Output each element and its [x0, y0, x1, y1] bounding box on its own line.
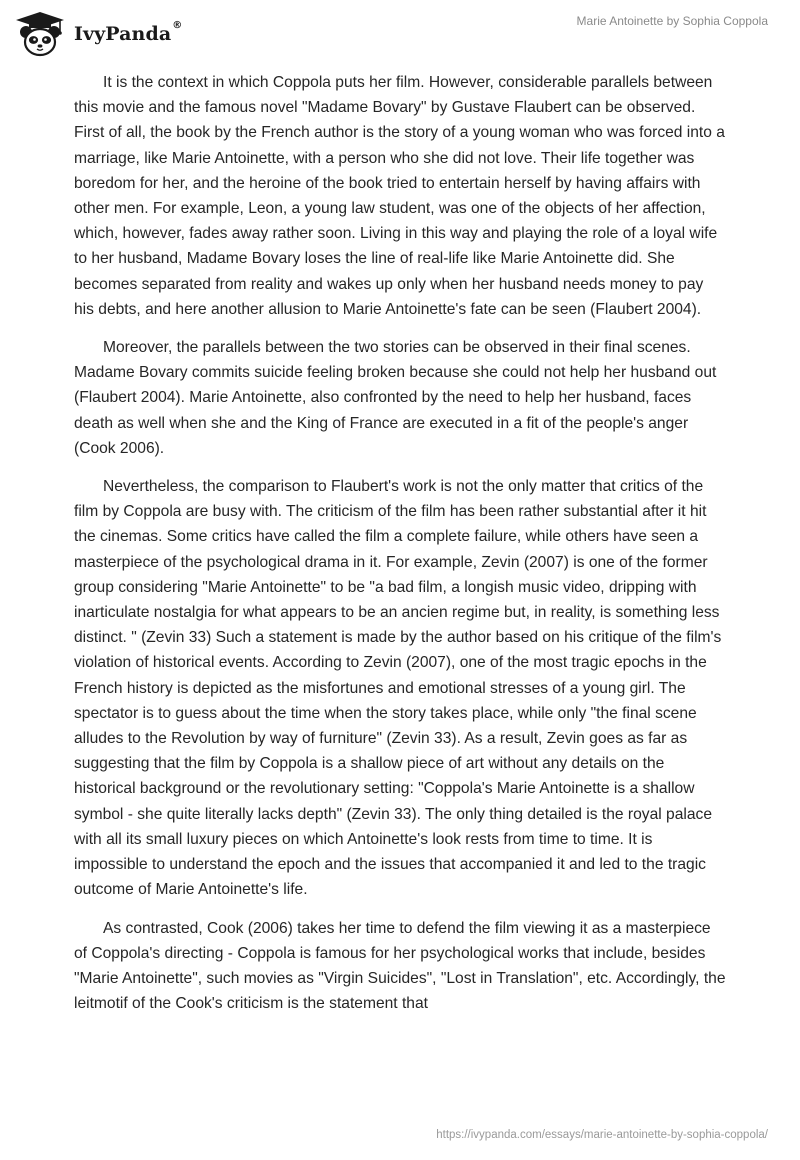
- registered-mark: ®: [172, 20, 183, 31]
- page-header: [0, 0, 800, 62]
- paragraph: Moreover, the parallels between the two stories can be observed in their final scenes. Madame Bovary commits suicide feeling broken because she could not help her husband out (Flaubert 2004). Marie Antoinette, also confronted by the need to help her husband, faces death as well when she and the King of France are executed in a fit of the people's anger (Cook 2006).: [74, 339, 717, 457]
- ivypanda-logo[interactable]: [12, 10, 182, 58]
- source-url[interactable]: https://ivypanda.com/essays/marie-antoinette-by-sophia-coppola/: [436, 1129, 768, 1141]
- brand-name: [74, 20, 183, 45]
- brand-name-text: IvyPanda: [74, 23, 172, 45]
- paragraph: Nevertheless, the comparison to Flaubert's work is not the only matter that critics of the film by Coppola are busy with. The criticism of the film has been rather substantial after it hit the cinemas. Some critics have called the film a complete failure, while others have seen a masterpiece of the psychological drama in it. For example, Zevin (2007) is one of the former group considering "Marie Antoinette" to be "a bad film, a longish music video, dripping with inarticulate nostalgia for what appears to be an ancien regime but, in reality, is something less distinct. " (Zevin 33) Such a statement is made by the author based on his critique of the film's violation of historical events. According to Zevin (2007), one of the most tragic epochs in the French history is depicted as the misfortunes and emotional stresses of a young girl. The spectator is to guess about the time when the story takes place, while only "the final scene alludes to the Revolution by way of furniture" (Zevin 33). As a result, Zevin goes as far as suggesting that the film by Coppola is a shallow piece of art without any details on the historical background or the revolutionary setting: "Coppola's Marie Antoinette is a shallow symbol - she quite literally lacks depth" (Zevin 33). The only thing detailed is the royal palace with all its small luxury pieces on which Antoinette's look rests from time to time. It is impossible to understand the epoch and the issues that accompanied it and led to the tragic outcome of Marie Antoinette's life.: [74, 478, 722, 899]
- paragraph: It is the context in which Coppola puts her film. However, considerable parallels between this movie and the famous novel "Madame Bovary" by Gustave Flaubert can be observed. First of all, the book by the French author is the story of a young woman who was forced into a marriage, like Marie Antoinette, with a person who she did not love. Their life together was boredom for her, and the heroine of the book tried to entertain herself by having affairs with other men. For example, Leon, a young law student, was one of the objects of her affection, which, however, fades away rather soon. Living in this way and playing the role of a loyal wife to her husband, Madame Bovary loses the line of real-life like Marie Antoinette did. She becomes separated from reality and wakes up only when her husband needs money to pay his debts, and here another allusion to Marie Antoinette's fate can be seen (Flaubert 2004).: [74, 74, 725, 318]
- paragraph: As contrasted, Cook (2006) takes her time to defend the film viewing it as a masterpiece of Coppola's directing - Coppola is famous for her psychological works that include, besides "Marie Antoinette", such movies as "Virgin Suicides", "Lost in Translation", etc. Accordingly, the leitmotif of the Cook's criticism is the statement that: [74, 919, 726, 1013]
- essay-body: [74, 70, 726, 1029]
- document-title: Marie Antoinette by Sophia Coppola: [576, 14, 768, 28]
- panda-graduate-icon: [12, 10, 68, 58]
